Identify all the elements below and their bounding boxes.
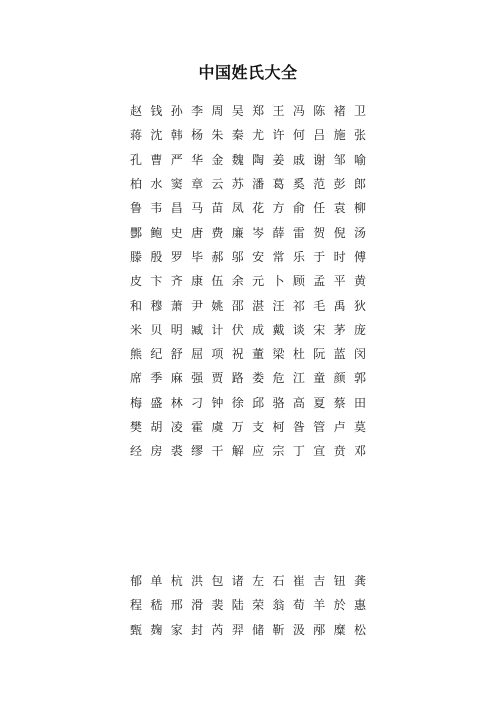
surname-char: 孔 <box>129 152 142 167</box>
surname-char: 钮 <box>333 574 346 589</box>
surname-char: 庞 <box>353 322 366 337</box>
surname-char: 范 <box>313 177 326 192</box>
surname-char: 贝 <box>150 322 163 337</box>
surname-char: 鲍 <box>150 225 163 240</box>
surname-char: 贾 <box>211 371 224 386</box>
surname-row <box>128 342 368 366</box>
surname-char: 史 <box>170 225 183 240</box>
surname-char: 潘 <box>252 177 265 192</box>
surname-char: 贲 <box>333 444 346 459</box>
surname-char: 施 <box>333 128 346 143</box>
surname-char: 金 <box>211 152 224 167</box>
surname-char: 葛 <box>272 177 285 192</box>
surname-block-1 <box>128 99 368 463</box>
surname-char: 阮 <box>313 347 326 362</box>
surname-char: 倪 <box>333 225 346 240</box>
surname-row <box>128 148 368 172</box>
surname-char: 伏 <box>231 322 244 337</box>
surname-char: 明 <box>170 322 183 337</box>
surname-char: 陆 <box>231 598 244 613</box>
surname-char: 皮 <box>129 274 142 289</box>
surname-char: 糜 <box>333 622 346 637</box>
surname-char: 苏 <box>231 177 244 192</box>
surname-char: 吉 <box>313 574 326 589</box>
surname-char: 曹 <box>150 152 163 167</box>
surname-char: 尤 <box>252 128 265 143</box>
surname-char: 汲 <box>292 622 305 637</box>
surname-char: 邹 <box>333 152 346 167</box>
surname-char: 童 <box>313 371 326 386</box>
surname-row <box>128 220 368 244</box>
surname-char: 包 <box>211 574 224 589</box>
surname-char: 邴 <box>313 622 326 637</box>
surname-row <box>128 391 368 415</box>
surname-char: 殷 <box>150 249 163 264</box>
surname-char: 毕 <box>191 249 204 264</box>
surname-char: 米 <box>129 322 142 337</box>
surname-row <box>128 569 368 593</box>
surname-char: 苗 <box>211 201 224 216</box>
surname-char: 章 <box>191 177 204 192</box>
surname-char: 惠 <box>353 598 366 613</box>
surname-row <box>128 593 368 617</box>
surname-char: 邬 <box>231 249 244 264</box>
surname-char: 元 <box>252 274 265 289</box>
surname-char: 娄 <box>252 371 265 386</box>
surname-char: 鲁 <box>129 201 142 216</box>
surname-char: 松 <box>353 622 366 637</box>
surname-char: 孙 <box>170 104 183 119</box>
surname-char: 计 <box>211 322 224 337</box>
surname-char: 闵 <box>353 347 366 362</box>
surname-char: 陈 <box>313 104 326 119</box>
surname-char: 樊 <box>129 420 142 434</box>
surname-row <box>128 172 368 196</box>
surname-char: 臧 <box>191 322 204 337</box>
surname-char: 袁 <box>333 201 346 216</box>
surname-char: 周 <box>211 104 224 119</box>
surname-char: 湛 <box>252 298 265 313</box>
surname-char: 严 <box>170 152 183 167</box>
surname-char: 丁 <box>292 444 305 459</box>
surname-char: 廉 <box>231 225 244 240</box>
surname-char: 邓 <box>353 444 366 459</box>
surname-row <box>128 439 368 463</box>
surname-char: 蓝 <box>333 347 346 362</box>
surname-char: 彭 <box>333 177 346 192</box>
surname-char: 许 <box>272 128 285 143</box>
surname-char: 裘 <box>170 444 183 459</box>
surname-char: 田 <box>353 395 366 410</box>
page-title: 中国姓氏大全 <box>198 63 298 82</box>
surname-char: 谢 <box>313 152 326 167</box>
surname-char: 纪 <box>150 347 163 362</box>
surname-char: 谈 <box>292 322 305 337</box>
surname-char: 凤 <box>231 201 244 216</box>
surname-char: 孟 <box>313 274 326 289</box>
surname-char: 薛 <box>272 225 285 240</box>
surname-char: 毛 <box>313 298 326 313</box>
surname-char: 翁 <box>272 598 285 613</box>
surname-char: 宗 <box>272 444 285 459</box>
surname-char: 赵 <box>129 104 142 119</box>
surname-char: 姚 <box>211 298 224 313</box>
surname-char: 滑 <box>191 598 204 613</box>
surname-char: 封 <box>191 622 204 637</box>
surname-char: 郑 <box>252 104 265 119</box>
surname-char: 吕 <box>313 128 326 143</box>
surname-char: 崔 <box>292 574 305 589</box>
surname-char: 高 <box>292 395 305 410</box>
surname-char: 凌 <box>170 420 183 434</box>
surname-char: 陶 <box>252 152 265 167</box>
surname-char: 傅 <box>353 249 366 264</box>
surname-char: 萧 <box>170 298 183 313</box>
surname-char: 岑 <box>252 225 265 240</box>
surname-block-2 <box>128 569 368 642</box>
surname-char: 乐 <box>292 249 305 264</box>
surname-char: 麻 <box>170 371 183 386</box>
surname-char: 云 <box>211 177 224 192</box>
surname-char: 董 <box>252 347 265 362</box>
surname-char: 余 <box>231 274 244 289</box>
surname-char: 钟 <box>211 395 224 410</box>
surname-char: 宋 <box>313 322 326 337</box>
surname-char: 尹 <box>191 298 204 313</box>
surname-row <box>128 415 368 439</box>
surname-char: 柳 <box>353 201 366 216</box>
surname-char: 何 <box>292 128 305 143</box>
surname-char: 褚 <box>333 104 346 119</box>
surname-char: 左 <box>252 574 265 589</box>
surname-row <box>128 123 368 147</box>
surname-char: 徐 <box>231 395 244 410</box>
surname-char: 黄 <box>353 274 366 289</box>
surname-char: 汤 <box>353 225 366 240</box>
surname-char: 邵 <box>231 298 244 313</box>
surname-row <box>128 366 368 390</box>
surname-char: 贺 <box>313 225 326 240</box>
surname-char: 邢 <box>170 598 183 613</box>
surname-char: 虞 <box>211 420 224 434</box>
surname-char: 管 <box>313 420 326 434</box>
surname-char: 靳 <box>272 622 285 637</box>
surname-char: 冯 <box>292 104 305 119</box>
surname-char: 安 <box>252 249 265 264</box>
surname-char: 甄 <box>129 622 142 637</box>
surname-char: 祝 <box>231 347 244 362</box>
surname-char: 张 <box>353 128 366 143</box>
surname-char: 吴 <box>231 104 244 119</box>
surname-char: 梅 <box>129 395 142 410</box>
surname-char: 戴 <box>272 322 285 337</box>
surname-char: 奚 <box>292 177 305 192</box>
surname-char: 卫 <box>353 104 366 119</box>
surname-char: 伍 <box>211 274 224 289</box>
surname-char: 顾 <box>292 274 305 289</box>
surname-char: 熊 <box>129 347 142 362</box>
surname-char: 蔡 <box>333 395 346 410</box>
surname-char: 花 <box>252 201 265 216</box>
surname-char: 滕 <box>129 249 142 264</box>
surname-row <box>128 269 368 293</box>
surname-char: 蒋 <box>129 128 142 143</box>
surname-char: 方 <box>272 201 285 216</box>
surname-char: 喻 <box>353 152 366 167</box>
surname-char: 经 <box>129 444 142 459</box>
surname-char: 费 <box>211 225 224 240</box>
surname-char: 卞 <box>150 274 163 289</box>
surname-char: 裴 <box>211 598 224 613</box>
surname-char: 房 <box>150 444 163 459</box>
surname-char: 梁 <box>272 347 285 362</box>
surname-char: 戚 <box>292 152 305 167</box>
surname-char: 胡 <box>150 420 163 434</box>
surname-char: 芮 <box>211 622 224 637</box>
surname-char: 禹 <box>333 298 346 313</box>
surname-char: 项 <box>211 347 224 362</box>
surname-char: 昝 <box>292 420 305 434</box>
surname-char: 霍 <box>191 420 204 434</box>
surname-char: 钱 <box>150 104 163 119</box>
surname-char: 时 <box>333 249 346 264</box>
surname-char: 羊 <box>313 598 326 613</box>
surname-char: 应 <box>252 444 265 459</box>
surname-char: 罗 <box>170 249 183 264</box>
surname-char: 马 <box>191 201 204 216</box>
surname-char: 郝 <box>211 249 224 264</box>
surname-char: 卢 <box>333 420 346 434</box>
surname-char: 水 <box>150 177 163 192</box>
surname-char: 柯 <box>272 420 285 434</box>
surname-char: 洪 <box>191 574 204 589</box>
surname-char: 窦 <box>170 177 183 192</box>
surname-char: 卜 <box>272 274 285 289</box>
surname-char: 齐 <box>170 274 183 289</box>
surname-char: 颜 <box>333 371 346 386</box>
surname-char: 任 <box>313 201 326 216</box>
surname-char: 荣 <box>252 598 265 613</box>
surname-row <box>128 196 368 220</box>
surname-char: 韩 <box>170 128 183 143</box>
surname-char: 平 <box>333 274 346 289</box>
surname-char: 俞 <box>292 201 305 216</box>
surname-char: 雷 <box>292 225 305 240</box>
surname-char: 屈 <box>191 347 204 362</box>
surname-char: 杜 <box>292 347 305 362</box>
surname-char: 姜 <box>272 152 285 167</box>
surname-char: 干 <box>211 444 224 459</box>
surname-char: 麹 <box>150 622 163 637</box>
surname-char: 郎 <box>353 177 366 192</box>
surname-char: 荀 <box>292 598 305 613</box>
surname-char: 李 <box>191 104 204 119</box>
surname-char: 单 <box>150 574 163 589</box>
surname-char: 成 <box>252 322 265 337</box>
surname-char: 华 <box>191 152 204 167</box>
surname-char: 酆 <box>129 225 142 240</box>
surname-row <box>128 318 368 342</box>
surname-char: 储 <box>252 622 265 637</box>
surname-char: 唐 <box>191 225 204 240</box>
surname-char: 狄 <box>353 298 366 313</box>
surname-char: 茅 <box>333 322 346 337</box>
surname-char: 韦 <box>150 201 163 216</box>
surname-char: 骆 <box>272 395 285 410</box>
surname-char: 汪 <box>272 298 285 313</box>
surname-char: 万 <box>231 420 244 434</box>
surname-char: 杭 <box>170 574 183 589</box>
surname-char: 程 <box>129 598 142 613</box>
surname-row <box>128 618 368 642</box>
surname-row <box>128 293 368 317</box>
surname-char: 林 <box>170 395 183 410</box>
surname-char: 柏 <box>129 177 142 192</box>
surname-char: 路 <box>231 371 244 386</box>
surname-char: 穆 <box>150 298 163 313</box>
surname-char: 祁 <box>292 298 305 313</box>
surname-char: 朱 <box>211 128 224 143</box>
surname-char: 和 <box>129 298 142 313</box>
surname-char: 羿 <box>231 622 244 637</box>
surname-char: 邱 <box>252 395 265 410</box>
surname-char: 诸 <box>231 574 244 589</box>
surname-char: 强 <box>191 371 204 386</box>
surname-char: 郭 <box>353 371 366 386</box>
surname-row <box>128 245 368 269</box>
surname-char: 昌 <box>170 201 183 216</box>
surname-char: 常 <box>272 249 285 264</box>
surname-char: 季 <box>150 371 163 386</box>
surname-char: 盛 <box>150 395 163 410</box>
surname-char: 嵇 <box>150 598 163 613</box>
surname-char: 夏 <box>313 395 326 410</box>
surname-char: 支 <box>252 420 265 434</box>
surname-char: 危 <box>272 371 285 386</box>
surname-char: 宣 <box>313 444 326 459</box>
surname-char: 于 <box>313 249 326 264</box>
surname-char: 舒 <box>170 347 183 362</box>
surname-row <box>128 99 368 123</box>
surname-char: 王 <box>272 104 285 119</box>
surname-char: 石 <box>272 574 285 589</box>
surname-char: 郁 <box>129 574 142 589</box>
surname-char: 刁 <box>191 395 204 410</box>
surname-char: 家 <box>170 622 183 637</box>
surname-char: 於 <box>333 598 346 613</box>
surname-char: 杨 <box>191 128 204 143</box>
surname-char: 康 <box>191 274 204 289</box>
surname-char: 秦 <box>231 128 244 143</box>
surname-char: 沈 <box>150 128 163 143</box>
surname-char: 解 <box>231 444 244 459</box>
surname-char: 席 <box>129 371 142 386</box>
surname-char: 龚 <box>353 574 366 589</box>
surname-char: 魏 <box>231 152 244 167</box>
surname-char: 缪 <box>191 444 204 459</box>
surname-char: 江 <box>292 371 305 386</box>
surname-char: 莫 <box>353 420 366 434</box>
